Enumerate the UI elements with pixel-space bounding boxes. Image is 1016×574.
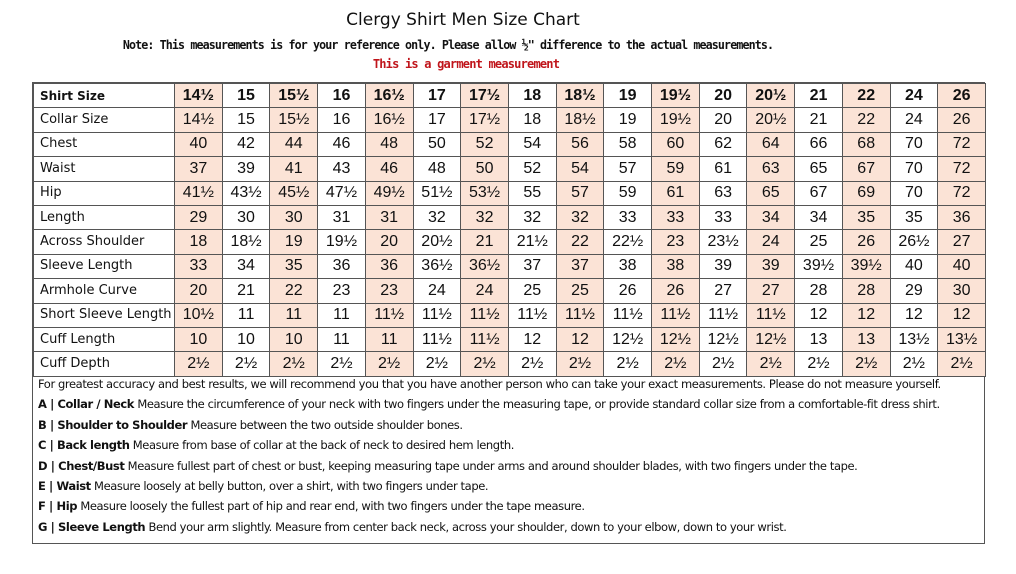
table-cell: 2½ bbox=[365, 352, 413, 376]
row-label: Hip bbox=[34, 181, 175, 205]
table-cell: 12½ bbox=[747, 327, 795, 351]
table-cell: 2½ bbox=[890, 352, 938, 376]
size-header-cell: 18½ bbox=[556, 84, 604, 108]
size-header-cell: 20 bbox=[699, 84, 747, 108]
table-row bbox=[34, 230, 986, 254]
table-cell: 61 bbox=[699, 157, 747, 181]
table-cell: 33 bbox=[699, 205, 747, 229]
table-cell: 21½ bbox=[508, 230, 556, 254]
size-header-cell: 15½ bbox=[270, 84, 318, 108]
table-cell: 72 bbox=[938, 157, 986, 181]
table-cell: 39 bbox=[747, 254, 795, 278]
table-cell: 21 bbox=[461, 230, 509, 254]
table-cell: 23 bbox=[365, 279, 413, 303]
table-cell: 30 bbox=[222, 205, 270, 229]
table-cell: 35 bbox=[842, 205, 890, 229]
table-cell: 72 bbox=[938, 181, 986, 205]
instruction-text: Measure the circumference of your neck with two fingers under the measuring tape, or provide standard collar size from a comfortable-fit dress shirt. bbox=[134, 397, 940, 412]
table-row bbox=[34, 181, 986, 205]
instruction-text: Measure loosely at belly button, over a shirt, with two fingers under tape. bbox=[90, 478, 489, 493]
table-cell: 22 bbox=[556, 230, 604, 254]
table-cell: 46 bbox=[365, 157, 413, 181]
table-cell: 20½ bbox=[413, 230, 461, 254]
table-cell: 58 bbox=[604, 132, 652, 156]
table-cell: 69 bbox=[842, 181, 890, 205]
instruction-text: Measure between the two outside shoulder bones. bbox=[187, 417, 463, 432]
size-header-cell: 16 bbox=[318, 84, 366, 108]
table-cell: 20 bbox=[175, 279, 223, 303]
instructions-intro: For greatest accuracy and best results, we will recommend you that you have another person who can take your exact measurements. Please do not measure yourself. bbox=[38, 377, 941, 391]
table-cell: 12 bbox=[938, 303, 986, 327]
table-cell: 47½ bbox=[318, 181, 366, 205]
table-cell: 43 bbox=[318, 157, 366, 181]
table-cell: 35 bbox=[270, 254, 318, 278]
table-cell: 61 bbox=[652, 181, 700, 205]
table-cell: 12 bbox=[842, 303, 890, 327]
table-cell: 2½ bbox=[842, 352, 890, 376]
row-label: Length bbox=[34, 205, 175, 229]
table-cell: 2½ bbox=[938, 352, 986, 376]
table-cell: 25 bbox=[508, 279, 556, 303]
table-cell: 2½ bbox=[318, 352, 366, 376]
table-cell: 11 bbox=[318, 303, 366, 327]
table-cell: 31 bbox=[318, 205, 366, 229]
table-cell: 18½ bbox=[556, 108, 604, 132]
measuring-instructions bbox=[38, 374, 978, 537]
table-cell: 12½ bbox=[652, 327, 700, 351]
table-cell: 31 bbox=[365, 205, 413, 229]
instruction-item bbox=[38, 435, 978, 455]
table-cell: 12½ bbox=[699, 327, 747, 351]
table-cell: 28 bbox=[795, 279, 843, 303]
table-cell: 60 bbox=[652, 132, 700, 156]
table-cell: 24 bbox=[747, 230, 795, 254]
instruction-item bbox=[38, 394, 978, 414]
table-cell: 18 bbox=[508, 108, 556, 132]
table-cell: 25 bbox=[795, 230, 843, 254]
table-cell: 68 bbox=[842, 132, 890, 156]
instruction-text: Measure loosely the fullest part of hip and rear end, with two fingers under the tape measure. bbox=[77, 499, 585, 514]
table-row bbox=[34, 132, 986, 156]
row-label: Waist bbox=[34, 157, 175, 181]
table-cell: 20 bbox=[365, 230, 413, 254]
table-cell: 21 bbox=[795, 108, 843, 132]
size-header-cell: 21 bbox=[795, 84, 843, 108]
reference-note: Note: This measurements is for your reference only. Please allow ½" difference to the actual measurements. bbox=[122, 38, 774, 52]
row-label: Chest bbox=[34, 132, 175, 156]
table-cell: 12½ bbox=[604, 327, 652, 351]
table-cell: 14½ bbox=[175, 108, 223, 132]
table-cell: 2½ bbox=[222, 352, 270, 376]
table-cell: 23½ bbox=[699, 230, 747, 254]
size-header-cell: 26 bbox=[938, 84, 986, 108]
table-cell: 2½ bbox=[270, 352, 318, 376]
table-cell: 29 bbox=[890, 279, 938, 303]
table-cell: 72 bbox=[938, 132, 986, 156]
instruction-key: C | Back length bbox=[38, 438, 130, 453]
table-cell: 19½ bbox=[318, 230, 366, 254]
row-label: Armhole Curve bbox=[34, 279, 175, 303]
table-cell: 34 bbox=[747, 205, 795, 229]
size-header-cell: 16½ bbox=[365, 84, 413, 108]
table-cell: 32 bbox=[556, 205, 604, 229]
table-cell: 10 bbox=[222, 327, 270, 351]
table-cell: 36 bbox=[365, 254, 413, 278]
table-cell: 39 bbox=[222, 157, 270, 181]
table-cell: 32 bbox=[508, 205, 556, 229]
instruction-item bbox=[38, 415, 978, 435]
table-cell: 13½ bbox=[890, 327, 938, 351]
table-cell: 2½ bbox=[461, 352, 509, 376]
instruction-item bbox=[38, 496, 978, 516]
table-cell: 50 bbox=[461, 157, 509, 181]
table-cell: 11½ bbox=[461, 327, 509, 351]
size-header-cell: 18 bbox=[508, 84, 556, 108]
table-cell: 12 bbox=[508, 327, 556, 351]
table-cell: 50 bbox=[413, 132, 461, 156]
table-cell: 45½ bbox=[270, 181, 318, 205]
table-cell: 37 bbox=[556, 254, 604, 278]
table-cell: 16½ bbox=[365, 108, 413, 132]
table-cell: 25 bbox=[556, 279, 604, 303]
table-cell: 41½ bbox=[175, 181, 223, 205]
table-cell: 10 bbox=[270, 327, 318, 351]
size-header-cell: 14½ bbox=[175, 84, 223, 108]
table-cell: 2½ bbox=[699, 352, 747, 376]
table-cell: 2½ bbox=[413, 352, 461, 376]
table-row bbox=[34, 157, 986, 181]
table-cell: 57 bbox=[604, 157, 652, 181]
table-cell: 27 bbox=[938, 230, 986, 254]
table-cell: 59 bbox=[652, 157, 700, 181]
table-cell: 11½ bbox=[652, 303, 700, 327]
table-cell: 41 bbox=[270, 157, 318, 181]
table-cell: 70 bbox=[890, 157, 938, 181]
table-cell: 33 bbox=[652, 205, 700, 229]
table-cell: 42 bbox=[222, 132, 270, 156]
instruction-text: Measure from base of collar at the back of neck to desired hem length. bbox=[129, 438, 514, 453]
table-cell: 11½ bbox=[461, 303, 509, 327]
row-label: Short Sleeve Length bbox=[34, 303, 175, 327]
table-cell: 36½ bbox=[461, 254, 509, 278]
table-cell: 15½ bbox=[270, 108, 318, 132]
table-cell: 20½ bbox=[747, 108, 795, 132]
table-row bbox=[34, 254, 986, 278]
table-cell: 19 bbox=[270, 230, 318, 254]
table-cell: 54 bbox=[556, 157, 604, 181]
table-cell: 12 bbox=[890, 303, 938, 327]
table-cell: 35 bbox=[890, 205, 938, 229]
size-header-cell: 24 bbox=[890, 84, 938, 108]
table-cell: 11 bbox=[318, 327, 366, 351]
row-label: Cuff Length bbox=[34, 327, 175, 351]
instruction-key: B | Shoulder to Shoulder bbox=[38, 417, 188, 432]
table-cell: 24 bbox=[461, 279, 509, 303]
instruction-text: Measure fullest part of chest or bust, keeping measuring tape under arms and around shoulder blades, with two fingers under the tape. bbox=[124, 458, 858, 473]
row-label: Cuff Depth bbox=[34, 352, 175, 376]
instruction-key: A | Collar / Neck bbox=[38, 397, 135, 412]
table-cell: 28 bbox=[842, 279, 890, 303]
table-cell: 33 bbox=[175, 254, 223, 278]
size-header-cell: 20½ bbox=[747, 84, 795, 108]
table-cell: 33 bbox=[604, 205, 652, 229]
table-cell: 11½ bbox=[556, 303, 604, 327]
table-cell: 56 bbox=[556, 132, 604, 156]
table-cell: 18 bbox=[175, 230, 223, 254]
table-cell: 12 bbox=[556, 327, 604, 351]
table-row bbox=[34, 327, 986, 351]
table-cell: 21 bbox=[222, 279, 270, 303]
table-cell: 18½ bbox=[222, 230, 270, 254]
size-header-cell: 17½ bbox=[461, 84, 509, 108]
table-cell: 70 bbox=[890, 181, 938, 205]
table-cell: 19½ bbox=[652, 108, 700, 132]
table-cell: 63 bbox=[747, 157, 795, 181]
table-cell: 11½ bbox=[604, 303, 652, 327]
table-cell: 32 bbox=[461, 205, 509, 229]
table-cell: 22 bbox=[842, 108, 890, 132]
instruction-key: F | Hip bbox=[38, 499, 78, 514]
table-cell: 11 bbox=[270, 303, 318, 327]
size-header-cell: 22 bbox=[842, 84, 890, 108]
table-cell: 13 bbox=[795, 327, 843, 351]
table-cell: 2½ bbox=[604, 352, 652, 376]
table-cell: 40 bbox=[175, 132, 223, 156]
table-cell: 63 bbox=[699, 181, 747, 205]
table-cell: 11 bbox=[365, 327, 413, 351]
table-cell: 48 bbox=[365, 132, 413, 156]
table-cell: 39½ bbox=[842, 254, 890, 278]
table-cell: 11½ bbox=[699, 303, 747, 327]
table-cell: 13 bbox=[842, 327, 890, 351]
table-cell: 2½ bbox=[508, 352, 556, 376]
table-cell: 62 bbox=[699, 132, 747, 156]
table-cell: 22 bbox=[270, 279, 318, 303]
table-cell: 55 bbox=[508, 181, 556, 205]
table-cell: 52 bbox=[461, 132, 509, 156]
table-row bbox=[34, 205, 986, 229]
row-label: Sleeve Length bbox=[34, 254, 175, 278]
table-cell: 11 bbox=[222, 303, 270, 327]
table-cell: 17 bbox=[413, 108, 461, 132]
table-cell: 26 bbox=[652, 279, 700, 303]
row-label: Collar Size bbox=[34, 108, 175, 132]
table-cell: 23 bbox=[652, 230, 700, 254]
table-cell: 48 bbox=[413, 157, 461, 181]
table-cell: 20 bbox=[699, 108, 747, 132]
table-cell: 39 bbox=[699, 254, 747, 278]
table-cell: 46 bbox=[318, 132, 366, 156]
page-title: Clergy Shirt Men Size Chart bbox=[346, 10, 580, 30]
size-header-cell: 19½ bbox=[652, 84, 700, 108]
garment-measurement-note: This is a garment measurement bbox=[372, 57, 560, 71]
table-cell: 11½ bbox=[413, 303, 461, 327]
table-cell: 19 bbox=[604, 108, 652, 132]
header-label: Shirt Size bbox=[34, 84, 175, 108]
table-cell: 26 bbox=[938, 108, 986, 132]
table-cell: 26½ bbox=[890, 230, 938, 254]
table-cell: 38 bbox=[652, 254, 700, 278]
instruction-key: G | Sleeve Length bbox=[38, 519, 146, 534]
table-cell: 40 bbox=[890, 254, 938, 278]
table-cell: 11½ bbox=[508, 303, 556, 327]
table-cell: 2½ bbox=[747, 352, 795, 376]
table-cell: 24 bbox=[413, 279, 461, 303]
table-cell: 24 bbox=[890, 108, 938, 132]
table-cell: 11½ bbox=[413, 327, 461, 351]
table-cell: 27 bbox=[699, 279, 747, 303]
table-cell: 11½ bbox=[365, 303, 413, 327]
table-cell: 34 bbox=[222, 254, 270, 278]
table-cell: 67 bbox=[842, 157, 890, 181]
table-cell: 15 bbox=[222, 108, 270, 132]
table-cell: 66 bbox=[795, 132, 843, 156]
table-cell: 30 bbox=[938, 279, 986, 303]
table-cell: 2½ bbox=[795, 352, 843, 376]
table-cell: 2½ bbox=[556, 352, 604, 376]
table-cell: 27 bbox=[747, 279, 795, 303]
table-row bbox=[34, 279, 986, 303]
table-cell: 36 bbox=[318, 254, 366, 278]
table-cell: 36½ bbox=[413, 254, 461, 278]
size-header-cell: 15 bbox=[222, 84, 270, 108]
table-cell: 65 bbox=[747, 181, 795, 205]
table-cell: 43½ bbox=[222, 181, 270, 205]
size-table bbox=[33, 83, 986, 377]
instruction-item bbox=[38, 456, 978, 476]
table-cell: 39½ bbox=[795, 254, 843, 278]
table-cell: 23 bbox=[318, 279, 366, 303]
table-cell: 67 bbox=[795, 181, 843, 205]
table-cell: 2½ bbox=[652, 352, 700, 376]
table-cell: 13½ bbox=[938, 327, 986, 351]
table-cell: 16 bbox=[318, 108, 366, 132]
instruction-item bbox=[38, 517, 978, 537]
header-row bbox=[34, 84, 986, 108]
table-row bbox=[34, 352, 986, 376]
table-cell: 10½ bbox=[175, 303, 223, 327]
instruction-key: D | Chest/Bust bbox=[38, 458, 125, 473]
table-cell: 57 bbox=[556, 181, 604, 205]
table-cell: 37 bbox=[508, 254, 556, 278]
table-cell: 2½ bbox=[175, 352, 223, 376]
table-cell: 26 bbox=[604, 279, 652, 303]
table-cell: 44 bbox=[270, 132, 318, 156]
table-cell: 70 bbox=[890, 132, 938, 156]
table-cell: 32 bbox=[413, 205, 461, 229]
table-cell: 54 bbox=[508, 132, 556, 156]
size-header-cell: 17 bbox=[413, 84, 461, 108]
table-cell: 30 bbox=[270, 205, 318, 229]
row-label: Across Shoulder bbox=[34, 230, 175, 254]
table-cell: 53½ bbox=[461, 181, 509, 205]
table-cell: 38 bbox=[604, 254, 652, 278]
table-cell: 51½ bbox=[413, 181, 461, 205]
table-cell: 64 bbox=[747, 132, 795, 156]
table-cell: 52 bbox=[508, 157, 556, 181]
table-cell: 49½ bbox=[365, 181, 413, 205]
table-cell: 36 bbox=[938, 205, 986, 229]
instruction-item bbox=[38, 476, 978, 496]
table-cell: 12 bbox=[795, 303, 843, 327]
table-row bbox=[34, 303, 986, 327]
table-cell: 37 bbox=[175, 157, 223, 181]
table-cell: 10 bbox=[175, 327, 223, 351]
table-cell: 17½ bbox=[461, 108, 509, 132]
size-header-cell: 19 bbox=[604, 84, 652, 108]
table-cell: 26 bbox=[842, 230, 890, 254]
table-cell: 22½ bbox=[604, 230, 652, 254]
table-cell: 34 bbox=[795, 205, 843, 229]
table-row bbox=[34, 108, 986, 132]
instruction-text: Bend your arm slightly. Measure from center back neck, across your shoulder, down to your elbow, down to your wrist. bbox=[145, 519, 787, 534]
table-cell: 65 bbox=[795, 157, 843, 181]
table-cell: 40 bbox=[938, 254, 986, 278]
instruction-key: E | Waist bbox=[38, 478, 91, 493]
table-cell: 59 bbox=[604, 181, 652, 205]
table-cell: 11½ bbox=[747, 303, 795, 327]
table-cell: 29 bbox=[175, 205, 223, 229]
